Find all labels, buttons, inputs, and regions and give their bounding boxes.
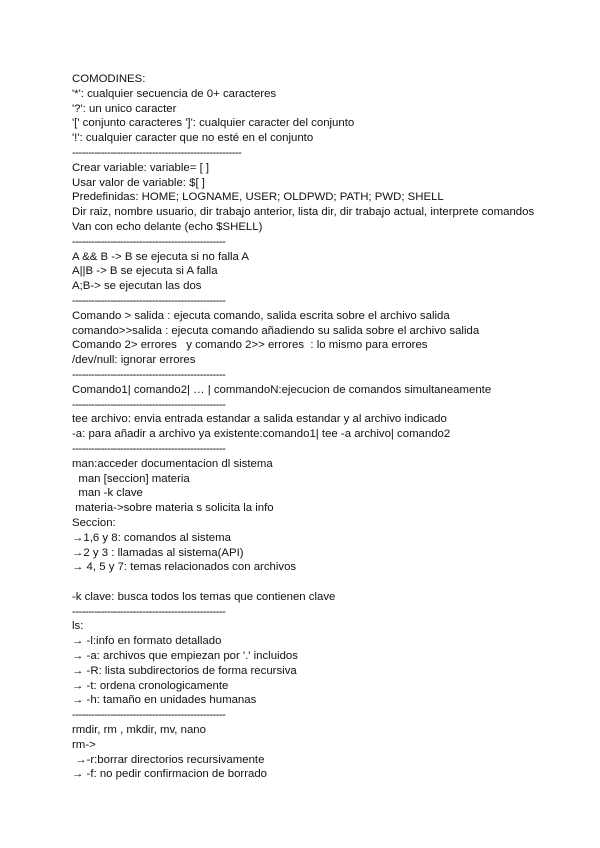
- text-line: → -t: ordena cronologicamente: [72, 679, 229, 692]
- separator-line: ------------------------------------------------: [72, 398, 226, 411]
- text-line: '?': un unico caracter: [72, 102, 177, 115]
- text-line: Van con echo delante (echo $SHELL): [72, 220, 263, 233]
- text-line: -k clave: busca todos los temas que contienen clave: [72, 590, 336, 603]
- blank-line: [72, 575, 552, 590]
- text-line: Predefinidas: HOME; LOGNAME, USER; OLDPWD; PATH; PWD; SHELL: [72, 191, 444, 204]
- text-line: rmdir, rm , mkdir, mv, nano: [72, 724, 206, 737]
- separator-line: ------------------------------------------------: [72, 605, 226, 618]
- text-line: → 4, 5 y 7: temas relacionados con archivos: [72, 561, 297, 574]
- text-line: →2 y 3 : llamadas al sistema(API): [72, 546, 244, 559]
- text-line: tee archivo: envia entrada estandar a salida estandar y al archivo indicado: [72, 413, 447, 426]
- text-line: A||B -> B se ejecuta si A falla: [72, 265, 218, 278]
- separator-line: ------------------------------------------------: [72, 294, 226, 307]
- separator-line: ------------------------------------------------: [72, 709, 226, 722]
- text-line: '!': cualquier caracter que no esté en el conjunto: [72, 132, 314, 145]
- text-line: ls:: [72, 620, 84, 633]
- separator-line: -----------------------------------------------------: [72, 146, 242, 159]
- text-line: man [seccion] materia: [72, 472, 190, 485]
- text-line: comando>>salida : ejecuta comando añadiendo su salida sobre el archivo salida: [72, 324, 480, 337]
- text-line: A;B-> se ejecutan las dos: [72, 280, 202, 293]
- text-line: Comando 2> errores y comando 2>> errores : lo mismo para errores: [72, 339, 428, 352]
- separator-line: ------------------------------------------------: [72, 235, 226, 248]
- text-line: → -a: archivos que empiezan por '.' incluidos: [72, 650, 298, 663]
- separator-line: ------------------------------------------------: [72, 368, 226, 381]
- text-line: Seccion:: [72, 516, 116, 529]
- separator-line: ------------------------------------------------: [72, 442, 226, 455]
- text-line: →-r:borrar directorios recursivamente: [72, 753, 265, 766]
- text-line: → -h: tamaño en unidades humanas: [72, 694, 257, 707]
- text-line: man:acceder documentacion dl sistema: [72, 457, 273, 470]
- text-line: man -k clave: [72, 487, 143, 500]
- text-line: Usar valor de variable: $[ ]: [72, 176, 205, 189]
- text-line: rm->: [72, 738, 96, 751]
- section-title-comodines: COMODINES:: [72, 73, 146, 85]
- text-line: → -R: lista subdirectorios de forma recursiva: [72, 664, 297, 677]
- text-line: →1,6 y 8: comandos al sistema: [72, 531, 231, 544]
- text-line: → -l:info en formato detallado: [72, 635, 222, 648]
- text-line: Comando > salida : ejecuta comando, salida escrita sobre el archivo salida: [72, 309, 450, 322]
- text-line: → -f: no pedir confirmacion de borrado: [72, 768, 268, 781]
- document-body: [72, 72, 552, 782]
- text-line: materia->sobre materia s solicita la info: [72, 502, 274, 515]
- text-line: Dir raiz, nombre usuario, dir trabajo anterior, lista dir, dir trabajo actual, interprete comandos: [72, 206, 535, 219]
- text-line: Comando1| comando2| … | commandoN:ejecucion de comandos simultaneamente: [72, 383, 492, 396]
- text-line: -a: para añadir a archivo ya existente:comando1| tee -a archivo| comando2: [72, 428, 451, 441]
- text-line: A && B -> B se ejecuta si no falla A: [72, 250, 249, 263]
- text-line: Crear variable: variable= [ ]: [72, 161, 210, 174]
- text-line: /dev/null: ignorar errores: [72, 354, 196, 367]
- text-line: '*': cualquier secuencia de 0+ caracteres: [72, 87, 277, 100]
- text-line: '[' conjunto caracteres ']': cualquier caracter del conjunto: [72, 117, 355, 130]
